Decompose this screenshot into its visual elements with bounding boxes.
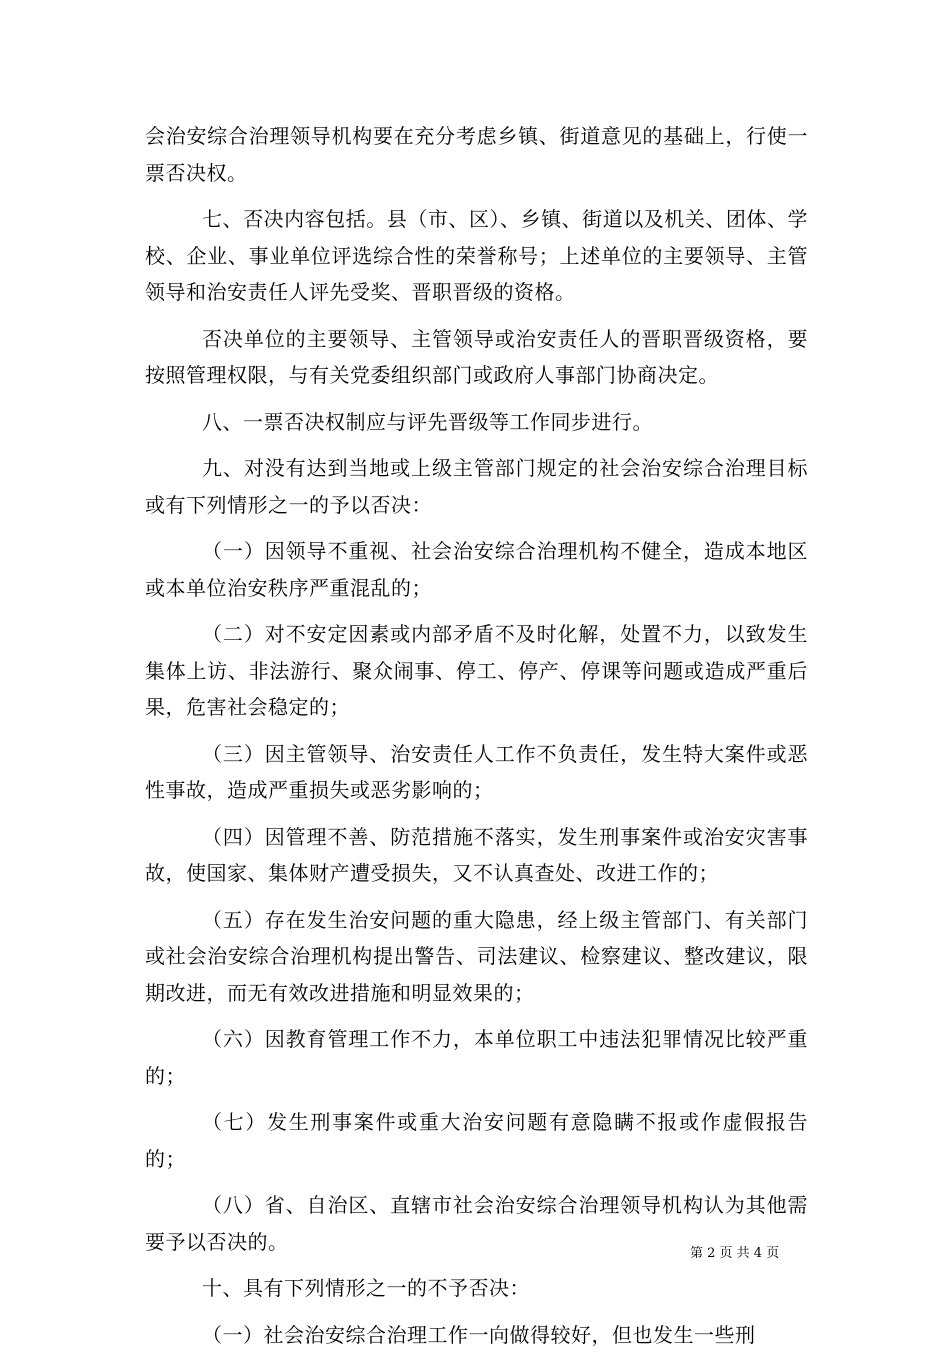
paragraph-section-9-item-5: （五）存在发生治安问题的重大隐患，经上级主管部门、有关部门或社会治安综合治理机构提出警告、司法建议、检察建议、整改建议，限期改进，而无有效改进措施和明显效果的； [145,907,808,1005]
paragraph-section-9-item-2: （二）对不安定因素或内部矛盾不及时化解，处置不力，以致发生集体上访、非法游行、聚众闹事、停工、停产、停课等问题或造成严重后果，危害社会稳定的； [145,622,808,719]
paragraph-section-9-item-4: （四）因管理不善、防范措施不落实，发生刑事案件或治安灾害事故，使国家、集体财产遭受损失，又不认真查处、改进工作的； [145,824,808,885]
paragraph-section-7: 七、否决内容包括。县（市、区）、乡镇、街道以及机关、团体、学校、企业、事业单位评选综合性的荣誉称号；上述单位的主要领导、主管领导和治安责任人评先受奖、晋职晋级的资格。 [145,207,808,304]
paragraph-section-9-item-8: （八）省、自治区、直辖市社会治安综合治理领导机构认为其他需要予以否决的。 [145,1193,808,1254]
paragraph-section-10-item-1: （一）社会治安综合治理工作一向做得较好，但也发生一些刑 [202,1322,756,1347]
paragraph-section-9-item-1: （一）因领导不重视、社会治安综合治理机构不健全，造成本地区或本单位治安秩序严重混乱的； [145,539,808,600]
paragraph-section-7-note: 否决单位的主要领导、主管领导或治安责任人的晋职晋级资格，要按照管理权限，与有关党委组织部门或政府人事部门协商决定。 [145,326,808,387]
document-body [145,118,808,1363]
page-number-footer: 第 2 页 共 4 页 [690,1246,780,1261]
paragraph-section-8: 八、一票否决权制应与评先晋级等工作同步进行。 [202,409,653,434]
paragraph-section-9-item-6: （六）因教育管理工作不力，本单位职工中违法犯罪情况比较严重的； [145,1027,808,1088]
paragraph-section-9: 九、对没有达到当地或上级主管部门规定的社会治安综合治理目标或有下列情形之一的予以否决： [145,456,808,517]
paragraph-continuation: 会治安综合治理领导机构要在充分考虑乡镇、街道意见的基础上，行使一票否决权。 [145,124,808,185]
paragraph-section-10: 十、具有下列情形之一的不予否决： [202,1276,530,1300]
paragraph-section-9-item-3: （三）因主管领导、治安责任人工作不负责任，发生特大案件或恶性事故，造成严重损失或恶劣影响的； [145,741,808,802]
paragraph-section-9-item-7: （七）发生刑事案件或重大治安问题有意隐瞒不报或作虚假报告的； [145,1110,808,1171]
